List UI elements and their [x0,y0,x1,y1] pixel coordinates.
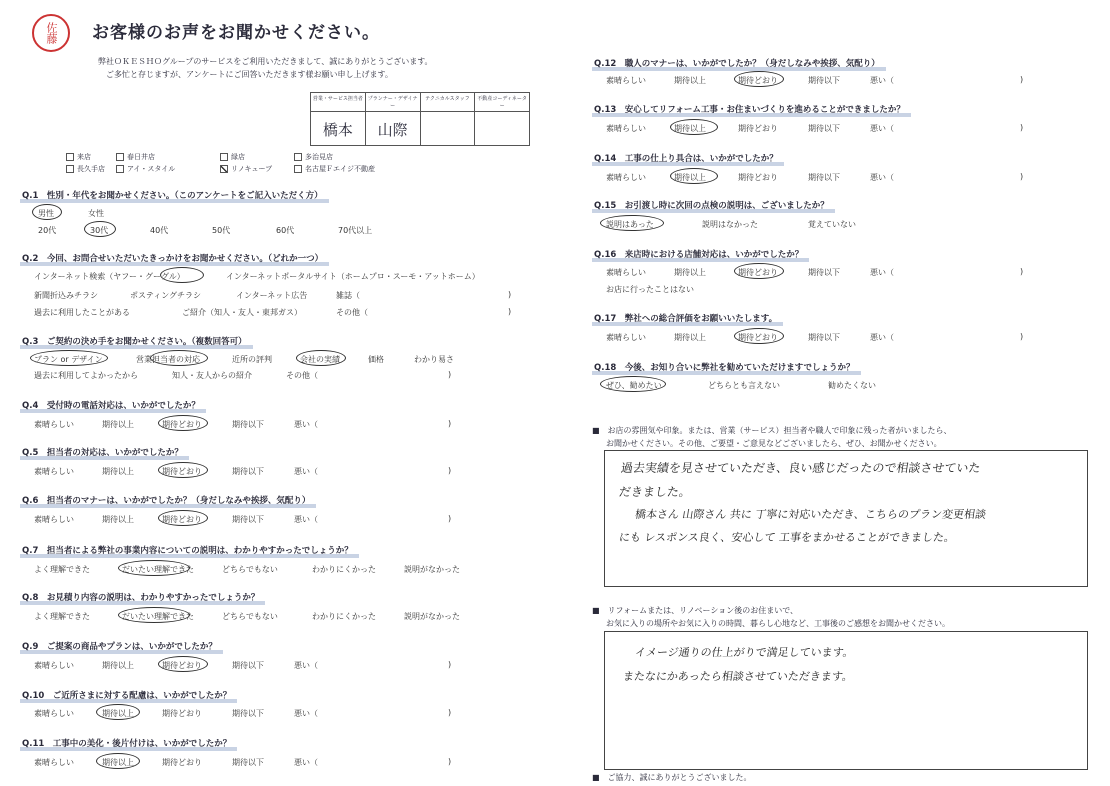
q1-age-30[interactable]: 30代 [90,226,109,235]
q3-option-other[interactable]: その他（ [286,371,318,380]
q13-scale [0,121,1110,135]
handwritten-line: だきました。 [617,485,692,499]
q3-option-past[interactable]: 過去に利用してよかったから [34,371,138,380]
q12-title: Q.12 職人のマナーは、いかがでしたか？（身だしなみや挨拶、気配り） [594,57,880,69]
scale-option[interactable]: 悪い（ [294,661,318,670]
selection-circle [158,656,208,672]
q2-option-portal[interactable]: インターネットポータルサイト（ホームプロ・スーモ・アットホーム） [226,272,480,281]
q6-title: Q.6 担当者のマナーは、いかがでしたか？（身だしなみや挨拶、気配り） [22,494,310,506]
q2-option-flyer[interactable]: 新聞折込みチラシ [34,291,98,300]
scale-option[interactable]: 素晴らしい [34,661,74,670]
staff-header-technical: テクニカルスタッフ [421,93,476,111]
scale-option[interactable]: 素晴らしい [34,420,74,429]
handwritten-line: にも レスポンス良く、安心して 工事をまかせることができました。 [618,531,956,544]
selection-circle [670,168,718,184]
scale-option[interactable]: 素晴らしい [34,709,74,718]
q9-title: Q.9 ご提案の商品やプランは、いかがでしたか？ [22,640,217,652]
q2-magazine-close: ) [508,290,512,299]
scale-option[interactable]: 悪い（ [294,758,318,767]
scale-option[interactable]: 期待以上 [674,173,706,182]
q10-scale [0,706,560,720]
scale-close: ) [448,708,452,717]
store-checkbox[interactable] [220,153,228,161]
q4-title: Q.4 受付時の電話対応は、いかがでしたか？ [22,399,200,411]
understand-option[interactable]: だいたい理解できた [122,565,194,574]
q13-title: Q.13 安心してリフォーム工事・お住まいづくりを進めることができましたか？ [594,103,905,115]
q7-scale [0,562,560,576]
understand-option[interactable]: よく理解できた [34,565,90,574]
q18-option-neutral[interactable]: どちらとも言えない [708,381,780,390]
scale-option[interactable]: 悪い（ [294,515,318,524]
scale-close: ) [448,660,452,669]
comment1-textarea[interactable] [604,450,1088,587]
scale-option[interactable]: 期待以上 [674,268,706,277]
understand-option[interactable]: どちらでもない [222,565,278,574]
q1-age-70plus[interactable]: 70代以上 [338,226,373,235]
selection-circle [32,204,62,220]
q3-title: Q.3 ご契約の決め手をお聞かせください。（複数回答可） [22,335,247,347]
comment2-prompt-2: お気に入りの場所やお気に入りの時間、暮らし心地など、工事後のご感想をお聞かせください。 [606,619,950,628]
scale-option[interactable]: 素晴らしい [34,515,74,524]
scale-option[interactable]: 素晴らしい [606,173,646,182]
scale-option[interactable]: 期待以下 [232,467,264,476]
scale-option[interactable]: 期待どおり [738,268,778,277]
scale-option[interactable]: 素晴らしい [34,758,74,767]
scale-option[interactable]: 期待どおり [162,420,202,429]
scale-close: ) [448,466,452,475]
scale-option[interactable]: 期待以上 [102,709,134,718]
selection-circle [118,607,190,623]
store-label: アイ・スタイル [127,165,176,173]
scale-option[interactable]: 期待どおり [162,709,202,718]
selection-circle [84,221,116,237]
q16-title: Q.16 来店時における店舗対応は、いかがでしたか？ [594,248,803,260]
q1-option-male[interactable]: 男性 [38,209,54,218]
scale-option[interactable]: 素晴らしい [606,333,646,342]
scale-option[interactable]: 期待以下 [232,758,264,767]
selection-circle [96,704,140,720]
understand-option[interactable]: わかりにくかった [312,612,376,621]
q2-option-posting[interactable]: ポスティングチラシ [130,291,202,300]
selection-circle [150,350,208,366]
scale-close: ) [448,514,452,523]
comment1-prompt-2: お聞かせください。その他、ご要望・ご意見などございましたら、ぜひ、お聞かせください。 [606,439,942,448]
selection-circle [158,462,208,478]
scale-option[interactable]: 期待以下 [808,268,840,277]
q12-scale [0,73,1110,87]
selection-circle [296,350,346,366]
q8-scale [0,609,560,623]
scale-option[interactable]: 悪い（ [870,76,894,85]
selection-circle [96,753,140,769]
selection-circle [600,376,666,392]
q1-title: Q.1 性別・年代をお聞かせください。（このアンケートをご記入いただく方） [22,189,323,201]
scale-option[interactable]: 期待以上 [102,467,134,476]
q3-option-reputation[interactable]: 近所の評判 [232,355,272,364]
q11-title: Q.11 工事中の美化・後片付けは、いかがでしたか？ [22,737,231,749]
understand-option[interactable]: 説明がなかった [404,612,460,621]
selection-circle [734,263,784,279]
handwritten-line: 橋本さん 山際さん 共に 丁寧に対応いただき、こちらのプラン変更相談 [634,508,987,521]
q17-scale [0,330,1110,344]
q10-title: Q.10 ご近所さまに対する配慮は、いかがでしたか？ [22,689,231,701]
scale-option[interactable]: 期待どおり [162,661,202,670]
q14-scale [0,170,1110,184]
q1-age-40[interactable]: 40代 [150,226,169,235]
staff-table [310,92,530,146]
scale-option[interactable]: 期待以下 [232,420,264,429]
intro-line-1: 弊社ＯＫＥＳＨＯグループのサービスをご利用いただきまして、誠にありがとうございます。 [98,57,433,66]
scale-close: ) [1020,75,1024,84]
q15-option-dont-remember[interactable]: 覚えていない [808,220,856,229]
staff-value-sales[interactable]: 橋本 [311,112,366,145]
store-label: 名古屋Ｆエイジ不動産 [305,165,375,173]
q7-title: Q.7 担当者による弊社の事業内容についての説明は、わかりやすかったでしょうか？ [22,544,353,556]
scale-option[interactable]: 期待以上 [102,515,134,524]
scale-option[interactable]: 期待どおり [738,76,778,85]
selection-circle [158,510,208,526]
q5-title: Q.5 担当者の対応は、いかがでしたか？ [22,446,183,458]
q2-option-magazine[interactable]: 雑誌（ [336,291,360,300]
q2-option-ad[interactable]: インターネット広告 [236,291,308,300]
q3-option-plan[interactable]: プラン or デザイン [34,355,103,364]
scale-option[interactable]: 悪い（ [870,333,894,342]
q15-option-not-explained[interactable]: 説明はなかった [702,220,758,229]
scale-option[interactable]: 素晴らしい [606,76,646,85]
scale-option[interactable]: 期待どおり [162,515,202,524]
q9-scale [0,658,560,672]
handwritten-line: またなにかあったら相談させていただきます。 [622,670,854,683]
q17-title: Q.17 弊社への総合評価をお願いいたします。 [594,312,777,324]
scale-option[interactable]: 期待以上 [102,758,134,767]
q4-scale [0,417,560,431]
understand-option[interactable]: 説明がなかった [404,565,460,574]
q1-age-20[interactable]: 20代 [38,226,57,235]
scale-close: ) [1020,172,1024,181]
store-checkbox[interactable] [66,153,74,161]
staff-header-planner: プランナー・デザイナー [366,93,421,111]
q2-option-search[interactable]: インターネット検索（ヤフー・グーグル） [34,272,185,281]
comment1-prompt-1: ■ お店の雰囲気や印象。または、営業（サービス）担当者や職人で印象に残った者がいましたら、 [592,426,952,435]
footer-thanks: ■ ご協力、誠にありがとうございました。 [592,773,752,782]
intro-line-2: ご多忙と存じますが、アンケートにご回答いただきます様お願い申し上げます。 [106,70,393,79]
q3-option-friend[interactable]: 知人・友人からの紹介 [172,371,252,380]
q3-option-price[interactable]: 価格 [368,355,384,364]
scale-option[interactable]: 期待以下 [232,709,264,718]
q3-option-clarity[interactable]: わかり易さ [414,355,454,364]
q18-title: Q.18 今後、お知り合いに弊社を勧めていただけますでしょうか？ [594,361,855,373]
understand-option[interactable]: どちらでもない [222,612,278,621]
scale-option[interactable]: 期待どおり [738,124,778,133]
selection-circle [670,119,718,135]
understand-option[interactable]: だいたい理解できた [122,612,194,621]
scale-close: ) [1020,123,1024,132]
q1-age-60[interactable]: 60代 [276,226,295,235]
scale-option[interactable]: 素晴らしい [34,467,74,476]
q11-scale [0,755,560,769]
store-label: 多治見店 [305,153,333,161]
handwritten-line: イメージ通りの仕上がりで満足しています。 [634,646,855,659]
q1-age-50[interactable]: 50代 [212,226,231,235]
scale-close: ) [448,757,452,766]
store-label: 緑店 [231,153,245,161]
q2-option-other[interactable]: その他（ [336,308,368,317]
q2-option-past[interactable]: 過去に利用したことがある [34,308,130,317]
store-label: 長久手店 [77,165,105,173]
scale-option[interactable]: 悪い（ [294,467,318,476]
scale-option[interactable]: 悪い（ [294,420,318,429]
store-checkbox[interactable] [294,153,302,161]
scale-close: ) [448,419,452,428]
q3-option-sales[interactable]: 営業担当者の対応 [136,355,200,364]
q16-option-never-visited[interactable]: お店に行ったことはない [606,285,694,294]
comment2-textarea[interactable] [604,631,1088,770]
scale-option[interactable]: 期待以上 [102,661,134,670]
scale-option[interactable]: 期待以上 [674,76,706,85]
q3-other-close: ) [448,370,452,379]
q2-other-close: ) [508,307,512,316]
q15-option-explained[interactable]: 説明はあった [606,220,654,229]
q6-scale [0,512,560,526]
q16-scale [0,265,1110,279]
store-checkbox[interactable] [116,153,124,161]
q2-option-referral[interactable]: ご紹介（知人・友人・東邦ガス） [182,308,302,317]
company-stamp [32,14,70,52]
q18-option-no[interactable]: 勧めたくない [828,381,876,390]
staff-header-sales: 営業・サービス担当者 [311,93,366,111]
staff-header-realestate: 不動産コーディネーター [477,96,527,109]
scale-option[interactable]: 期待以上 [674,333,706,342]
comment2-prompt-1: ■ リフォームまたは、リノベーション後のお住まいで、 [592,606,799,615]
scale-option[interactable]: 悪い（ [870,124,894,133]
selection-circle [734,71,784,87]
scale-option[interactable]: 期待以上 [674,124,706,133]
understand-option[interactable]: わかりにくかった [312,565,376,574]
scale-option[interactable]: 悪い（ [870,268,894,277]
q3-option-record[interactable]: 会社の実績 [300,355,340,364]
handwritten-line: 過去実績を見させていただき、良い感じだったので相談させていた [619,461,982,475]
q18-option-yes[interactable]: ぜひ、勧めたい [606,381,662,390]
q2-title: Q.2 今回、お問合せいただいたきっかけをお聞かせください。（どれか一つ） [22,252,323,264]
q14-title: Q.14 工事の仕上り具合は、いかがでしたか？ [594,152,778,164]
stamp-text: 佐藤 [45,22,58,44]
selection-circle [600,215,664,231]
q8-title: Q.8 お見積り内容の説明は、わかりやすかったでしょうか？ [22,591,259,603]
scale-option[interactable]: 期待どおり [162,758,202,767]
q1-option-female[interactable]: 女性 [88,209,104,218]
scale-option[interactable]: 素晴らしい [606,124,646,133]
scale-option[interactable]: 悪い（ [294,709,318,718]
staff-value-planner[interactable]: 山際 [366,112,421,145]
scale-option[interactable]: 期待どおり [738,173,778,182]
store-label: リノキューブ [231,165,273,173]
scale-option[interactable]: 期待どおり [162,467,202,476]
q5-scale [0,464,560,478]
selection-circle [734,328,784,344]
page-title: お客様のお声をお聞かせください。 [92,23,380,43]
scale-close: ) [1020,267,1024,276]
scale-option[interactable]: 期待以上 [102,420,134,429]
scale-option[interactable]: 期待以下 [232,515,264,524]
selection-circle [158,415,208,431]
scale-close: ) [1020,332,1024,341]
understand-option[interactable]: よく理解できた [34,612,90,621]
scale-option[interactable]: 期待以下 [808,333,840,342]
scale-option[interactable]: 期待以下 [232,661,264,670]
scale-option[interactable]: 期待どおり [738,333,778,342]
store-label: 春日井店 [127,153,155,161]
scale-option[interactable]: 期待以下 [808,173,840,182]
selection-circle [118,560,190,576]
q15-title: Q.15 お引渡し時に次回の点検の説明は、ございましたか？ [594,199,829,211]
scale-option[interactable]: 素晴らしい [606,268,646,277]
scale-option[interactable]: 期待以下 [808,124,840,133]
scale-option[interactable]: 悪い（ [870,173,894,182]
store-label: 来店 [77,153,91,161]
selection-circle [30,350,108,366]
scale-option[interactable]: 期待以下 [808,76,840,85]
